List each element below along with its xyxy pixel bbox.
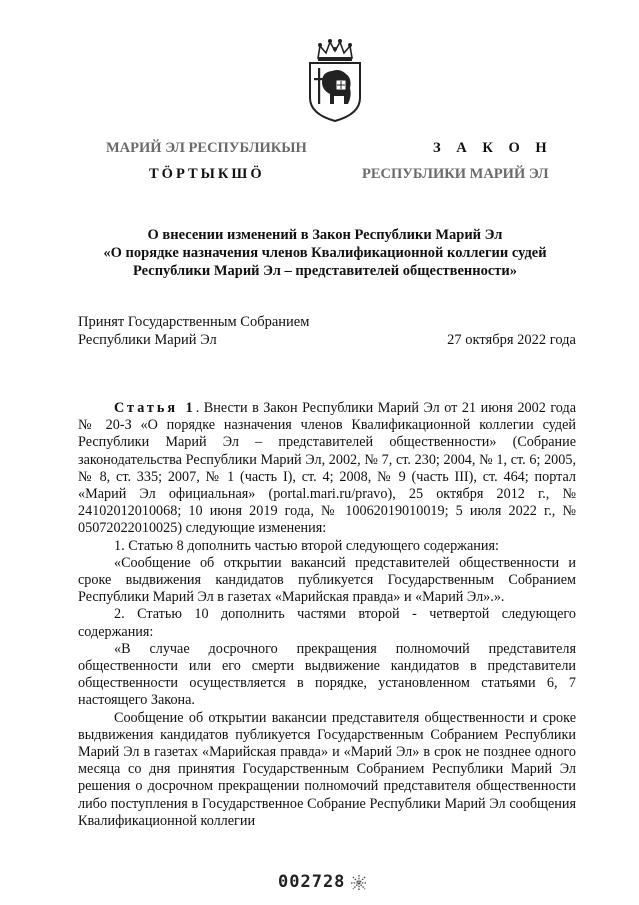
title-line-3: Республики Марий Эл – представителей общественности»: [132, 263, 518, 279]
body-paragraph: «В случае досрочного прекращения полномочий представителя общественности или его смерти выдвижение кандидатов в представители общественности осуществляется в порядке, установленном статьями 6, 7 настоящего Закона.: [78, 640, 576, 709]
document-title: [60, 226, 590, 280]
title-line-2: «О порядке назначения членов Квалификационной коллегии судей: [103, 245, 547, 261]
title-line-1: О внесении изменений в Закон Республики Марий Эл: [147, 227, 503, 243]
article-text: . Внести в Закон Республики Марий Эл от 21 июня 2002 года № 20-З «О порядке назначения членов Квалификационной коллегии судей Республики Марий Эл – представителей общественности» (Собрание законодательства Республики Марий Эл, 2002, № 7, ст. 230; 2004, № 1, ст. 6; 2005, № 8, ст. 335; 2007, № 1 (часть I), ст. 4; 2008, № 9 (часть III), ст. 464; портал «Марий Эл официальная» (portal.mari.ru/pravo), 25 октября 2012 г., № 24102012010068; 10 июня 2019 года, № 10062019010019; 5 июля 2022 г., № 05072022010025) следующие изменения:: [78, 400, 577, 537]
adopted-line-2: Республики Марий Эл: [78, 331, 217, 348]
header-right-line2: РЕСПУБЛИКИ МАРИЙ ЭЛ: [362, 166, 549, 182]
adoption-date: 27 октября 2022 года: [447, 331, 576, 348]
header-right-line1: З А К О Н: [433, 140, 553, 156]
body-paragraph: 2. Статью 10 дополнить частями второй - четвертой следующего содержания:: [78, 606, 576, 640]
coat-of-arms-icon: [304, 38, 366, 122]
body-paragraph: «Сообщение об открытии вакансий представителей общественности и сроке выдвижения кандидатов публикуется Государственным Собранием Республики Марий Эл в газетах «Марийская правда» и «Марий Эл».».: [78, 554, 576, 606]
body-paragraph: Сообщение об открытии вакансии представителя общественности и сроке выдвижения кандидатов публикуется Государственным Собранием Республики Марий Эл в газетах «Марийская правда» и «Марий Эл» в срок не позднее одного месяца со дня принятия Государственным Собранием Республики Марий Эл решения о досрочном прекращении полномочий представителя общественности либо поступления в Государственное Собрание Республики Марий Эл сообщения Квалификационной коллегии: [78, 709, 576, 829]
snowflake-mark-icon: [350, 874, 368, 892]
document-number: 002728: [278, 872, 346, 892]
adopted-line-1: Принят Государственным Собранием: [78, 314, 310, 330]
article-label: Статья 1: [114, 400, 196, 416]
header-left-line1: МАРИЙ ЭЛ РЕСПУБЛИКЫН: [106, 140, 307, 156]
header-left-line2: ТӦРТЫКШӦ: [149, 166, 265, 182]
body-paragraph: 1. Статью 8 дополнить частью второй следующего содержания:: [114, 537, 499, 554]
adoption-info: [78, 314, 576, 349]
document-body: [78, 400, 576, 830]
article-1-paragraph: [78, 400, 576, 538]
